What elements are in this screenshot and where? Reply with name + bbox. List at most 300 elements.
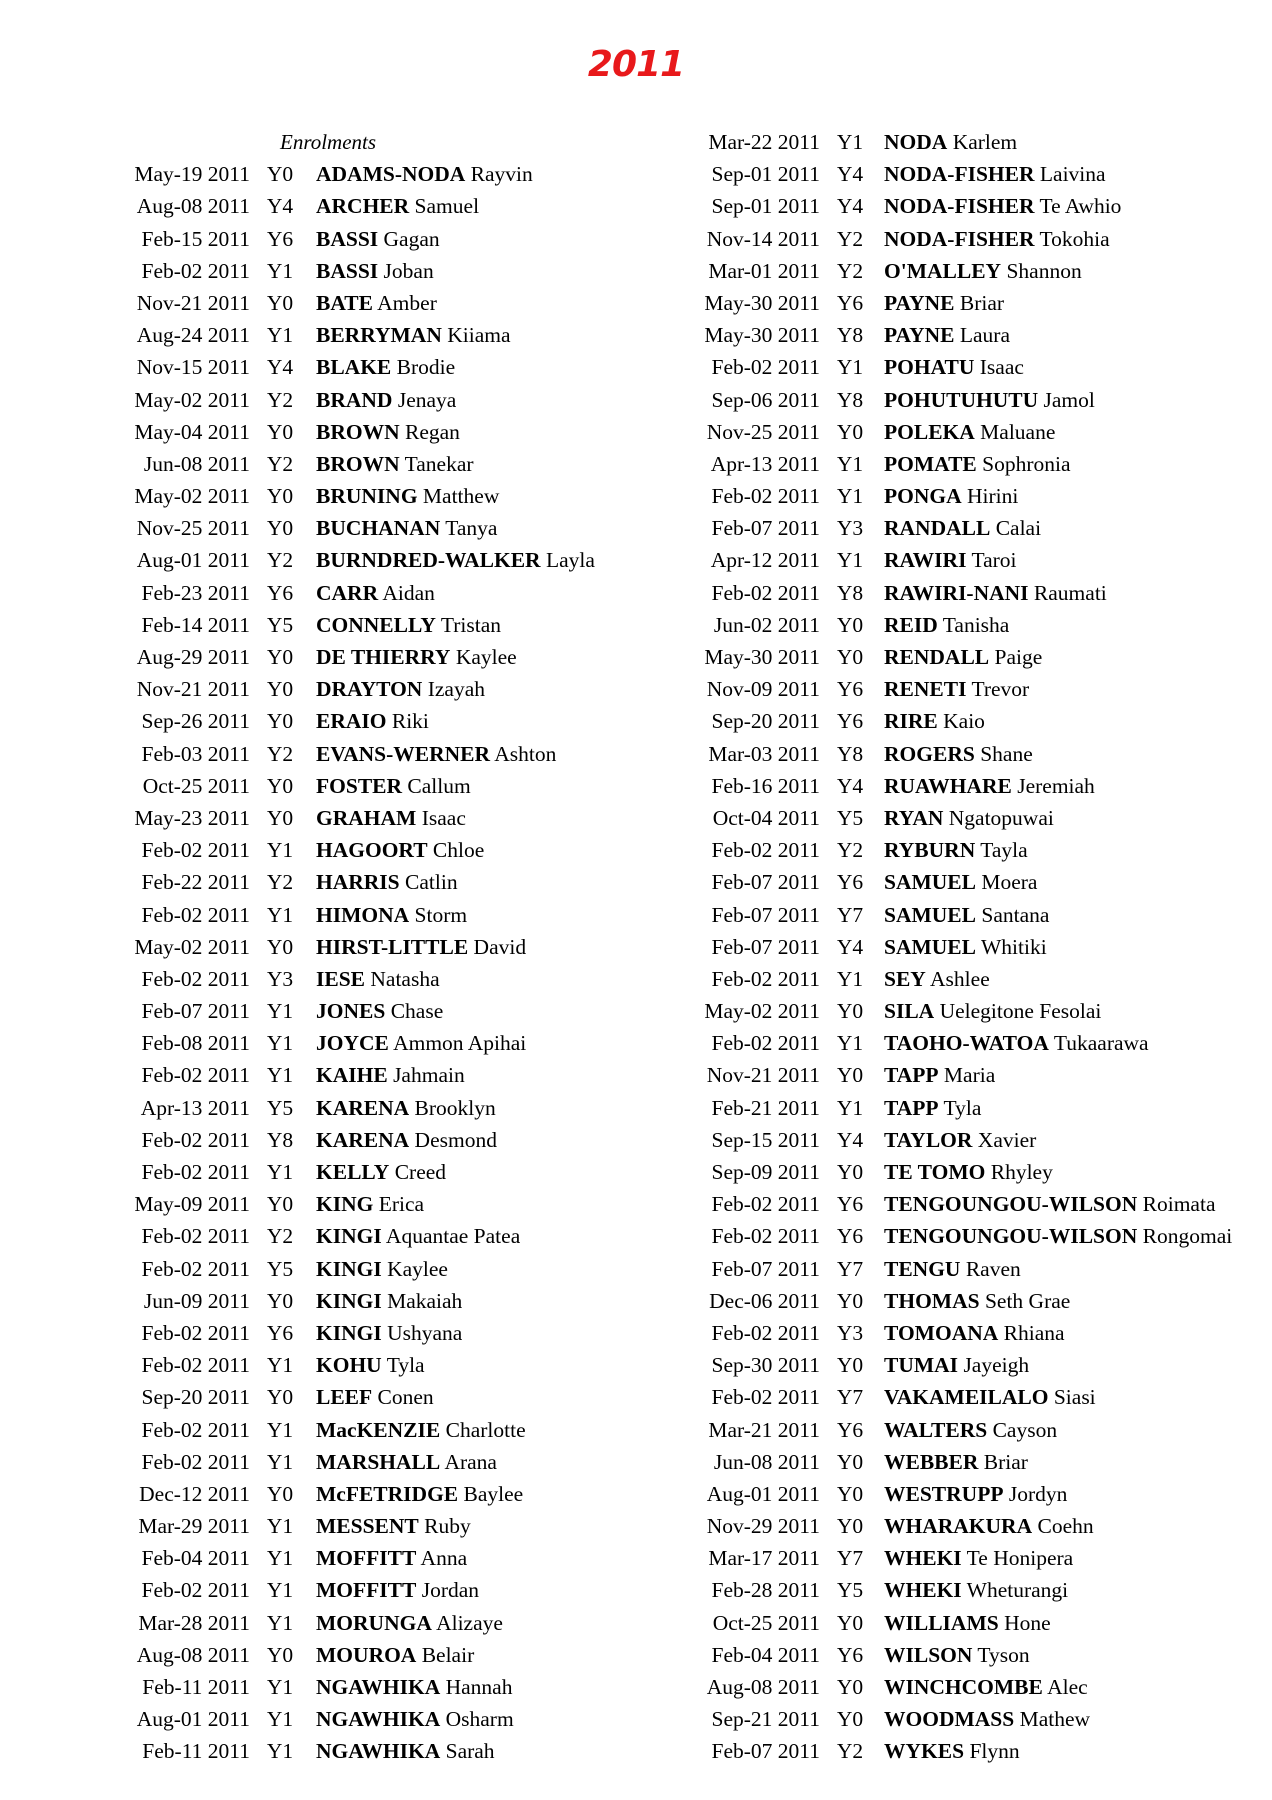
list-item (0, 1092, 620, 1124)
student-name (316, 1703, 514, 1735)
list-item (0, 544, 620, 576)
given-name: Jayeigh (963, 1353, 1030, 1378)
given-name: Laivina (1039, 162, 1106, 187)
given-name: Tukaarawa (1053, 1031, 1149, 1056)
student-name (884, 223, 1110, 255)
given-name: Jordan (421, 1578, 480, 1603)
given-name: Tanekar (404, 451, 474, 476)
list-item (0, 1188, 620, 1220)
year-level: Y2 (266, 387, 294, 412)
list-item (620, 1703, 1272, 1735)
year-level: Y0 (266, 1288, 294, 1313)
list-item (620, 1381, 1272, 1413)
year-level: Y2 (836, 258, 864, 283)
year-level: Y0 (836, 1707, 864, 1732)
student-name (884, 834, 1028, 866)
year-level: Y6 (836, 1417, 864, 1442)
enrolment-date: Nov-21 2011 (136, 290, 250, 315)
list-item (620, 544, 1272, 576)
year-level: Y1 (266, 1514, 294, 1539)
enrolment-date: May-30 2011 (704, 323, 820, 348)
enrolment-date: Feb-02 2011 (141, 1449, 250, 1474)
list-item (0, 1735, 620, 1767)
surname: HAGOORT (316, 838, 428, 863)
right-list (620, 126, 1272, 1768)
enrolment-date: Mar-03 2011 (708, 741, 820, 766)
year-level: Y2 (266, 451, 294, 476)
student-name (884, 705, 985, 737)
surname: WILLIAMS (884, 1610, 999, 1635)
student-name (884, 1124, 1036, 1156)
given-name: Chase (390, 999, 444, 1024)
enrolment-date: May-02 2011 (704, 999, 820, 1024)
enrolment-date: Mar-17 2011 (708, 1546, 820, 1571)
list-item (620, 1510, 1272, 1542)
surname: WEBBER (884, 1449, 979, 1474)
list-item (0, 995, 620, 1027)
enrolment-date: Feb-02 2011 (141, 258, 250, 283)
year-level: Y4 (836, 1127, 864, 1152)
list-item (0, 1124, 620, 1156)
year-level: Y5 (266, 1256, 294, 1281)
student-name (884, 609, 1009, 641)
given-name: Flynn (969, 1739, 1020, 1764)
enrolment-date: Feb-02 2011 (711, 1192, 820, 1217)
given-name: Briar (983, 1449, 1028, 1474)
given-name: Rayvin (470, 162, 533, 187)
surname: JOYCE (316, 1031, 389, 1056)
enrolment-date: Feb-15 2011 (141, 226, 250, 251)
year-level: Y6 (836, 677, 864, 702)
year-level: Y6 (836, 1642, 864, 1667)
student-name (884, 1607, 1051, 1639)
year-level: Y5 (266, 612, 294, 637)
list-item (620, 1735, 1272, 1767)
given-name: Wheturangi (966, 1578, 1069, 1603)
given-name: Taroi (971, 548, 1017, 573)
surname: LEEF (316, 1385, 373, 1410)
surname: KING (316, 1192, 374, 1217)
enrolment-date: Sep-01 2011 (711, 194, 820, 219)
year-level: Y1 (836, 966, 864, 991)
year-level: Y1 (836, 451, 864, 476)
surname: BUCHANAN (316, 516, 441, 541)
surname: PAYNE (884, 323, 955, 348)
given-name: Calai (995, 516, 1042, 541)
year-level: Y0 (266, 419, 294, 444)
student-name (316, 1671, 512, 1703)
student-name (884, 351, 1024, 383)
list-item (0, 705, 620, 737)
given-name: Shannon (1006, 258, 1082, 283)
student-name (316, 448, 474, 480)
given-name: Tanisha (942, 612, 1010, 637)
list-item (620, 1478, 1272, 1510)
given-name: Conen (377, 1385, 434, 1410)
enrolment-date: Aug-01 2011 (136, 1707, 250, 1732)
surname: POHUTUHUTU (884, 387, 1039, 412)
enrolment-date: Feb-02 2011 (711, 1031, 820, 1056)
year-level: Y2 (266, 870, 294, 895)
enrolment-date: Feb-02 2011 (141, 1127, 250, 1152)
student-name (884, 1574, 1068, 1606)
surname: KELLY (316, 1160, 390, 1184)
year-level: Y7 (836, 1256, 864, 1281)
student-name (884, 1059, 995, 1091)
student-name (884, 1220, 1232, 1252)
given-name: Rhiana (1003, 1320, 1065, 1345)
year-level: Y2 (836, 1739, 864, 1764)
list-item (0, 931, 620, 963)
list-item (0, 1639, 620, 1671)
list-item (620, 416, 1272, 448)
year-level: Y0 (266, 709, 294, 734)
year-level: Y7 (836, 1385, 864, 1410)
list-item (0, 1349, 620, 1381)
given-name: Chloe (432, 838, 485, 863)
year-level: Y5 (266, 1095, 294, 1120)
enrolment-date: Mar-28 2011 (138, 1610, 250, 1635)
list-item (0, 866, 620, 898)
year-level: Y0 (836, 1610, 864, 1635)
year-level: Y4 (836, 194, 864, 219)
surname: BERRYMAN (316, 323, 442, 348)
year-level: Y0 (266, 1192, 294, 1217)
given-name: Maluane (980, 419, 1056, 444)
surname: WHEKI (884, 1578, 962, 1603)
enrolment-date: Oct-25 2011 (142, 773, 250, 798)
list-item (620, 866, 1272, 898)
surname: TENGOUNGOU-WILSON (884, 1224, 1138, 1249)
list-item (0, 1478, 620, 1510)
given-name: Jeremiah (1017, 773, 1095, 798)
given-name: Ashlee (930, 966, 990, 991)
student-name (884, 1027, 1149, 1059)
list-item (0, 577, 620, 609)
surname: VAKAMEILALO (884, 1385, 1049, 1410)
given-name: Te Awhio (1039, 194, 1122, 219)
list-item (620, 1188, 1272, 1220)
given-name: Tanya (445, 516, 498, 541)
student-name (316, 770, 471, 802)
student-name (884, 126, 1017, 158)
given-name: Amber (377, 290, 437, 315)
year-level: Y4 (266, 355, 294, 380)
given-name: Callum (407, 773, 471, 798)
surname: KINGI (316, 1320, 382, 1345)
list-item (620, 1671, 1272, 1703)
given-name: Jordyn (1008, 1481, 1068, 1506)
enrolment-date: May-02 2011 (134, 934, 250, 959)
enrolment-date: Feb-02 2011 (711, 1224, 820, 1249)
surname: WOODMASS (884, 1707, 1015, 1732)
given-name: Alizaye (436, 1610, 503, 1635)
enrolment-date: Jun-08 2011 (713, 1449, 820, 1474)
year-level: Y1 (836, 1095, 864, 1120)
surname: SEY (884, 966, 926, 991)
year-level: Y6 (266, 580, 294, 605)
given-name: Karlem (952, 130, 1018, 154)
list-item (0, 738, 620, 770)
given-name: Erica (378, 1192, 425, 1217)
enrolment-date: May-02 2011 (134, 484, 250, 509)
year-level: Y1 (266, 1160, 294, 1184)
given-name: Tyson (977, 1642, 1030, 1667)
list-item (0, 1220, 620, 1252)
enrolment-date: Apr-12 2011 (710, 548, 820, 573)
enrolment-date: Mar-01 2011 (708, 258, 820, 283)
student-name (884, 1446, 1028, 1478)
surname: TAOHO-WATOA (884, 1031, 1049, 1056)
year-level: Y0 (836, 1353, 864, 1378)
enrolment-date: Feb-28 2011 (711, 1578, 820, 1603)
year-level: Y1 (836, 130, 864, 154)
student-name (316, 1735, 495, 1767)
student-name (884, 1156, 1053, 1188)
year-level: Y6 (836, 709, 864, 734)
student-name (316, 416, 460, 448)
surname: GRAHAM (316, 805, 417, 830)
surname: POLEKA (884, 419, 975, 444)
given-name: Roimata (1142, 1192, 1216, 1217)
enrolment-date: Feb-23 2011 (141, 580, 250, 605)
student-name (316, 738, 556, 770)
given-name: Raumati (1033, 580, 1107, 605)
given-name: Rongomai (1142, 1224, 1233, 1249)
surname: PAYNE (884, 290, 955, 315)
year-level: Y6 (266, 1320, 294, 1345)
list-item (620, 1156, 1272, 1188)
student-name (884, 1253, 1021, 1285)
surname: CONNELLY (316, 612, 436, 637)
enrolment-date: Sep-20 2011 (711, 709, 820, 734)
enrolment-date: Apr-13 2011 (140, 1095, 250, 1120)
list-item (620, 1253, 1272, 1285)
given-name: Trevor (971, 677, 1030, 702)
given-name: Jamol (1043, 387, 1095, 412)
year-level: Y0 (266, 290, 294, 315)
enrolment-date: Feb-02 2011 (141, 1353, 250, 1378)
list-item (620, 1446, 1272, 1478)
enrolment-date: May-30 2011 (704, 290, 820, 315)
student-name (316, 802, 466, 834)
surname: ROGERS (884, 741, 975, 766)
list-item (620, 609, 1272, 641)
given-name: Layla (545, 548, 595, 573)
year-level: Y3 (266, 966, 294, 991)
surname: POHATU (884, 355, 975, 380)
year-level: Y0 (266, 645, 294, 669)
year-level: Y6 (266, 226, 294, 251)
enrolment-date: Aug-08 2011 (136, 1642, 250, 1667)
enrolment-date: Aug-01 2011 (706, 1481, 820, 1506)
enrolment-date: Feb-02 2011 (141, 1160, 250, 1184)
list-item (0, 1510, 620, 1542)
list-item (620, 673, 1272, 705)
enrolment-date: Nov-29 2011 (706, 1514, 820, 1539)
student-name (884, 1510, 1094, 1542)
list-item (0, 255, 620, 287)
list-item (620, 351, 1272, 383)
student-name (884, 287, 1004, 319)
enrolment-date: Sep-30 2011 (711, 1353, 820, 1378)
surname: HIMONA (316, 902, 410, 927)
surname: TENGOUNGOU-WILSON (884, 1192, 1138, 1217)
student-name (316, 1059, 465, 1091)
surname: NODA-FISHER (884, 194, 1035, 219)
student-name (316, 319, 511, 351)
list-item (620, 255, 1272, 287)
surname: THOMAS (884, 1288, 980, 1313)
year-level: Y0 (836, 419, 864, 444)
student-name (316, 512, 497, 544)
given-name: Matthew (422, 484, 500, 509)
student-name (884, 448, 1071, 480)
given-name: Jenaya (397, 387, 457, 412)
student-name (884, 319, 1010, 351)
list-item (620, 287, 1272, 319)
year-level: Y0 (836, 645, 864, 669)
student-name (316, 577, 435, 609)
given-name: Ammon Apihai (393, 1031, 527, 1056)
enrolment-date: Sep-21 2011 (711, 1707, 820, 1732)
list-item (620, 931, 1272, 963)
enrolment-date: Feb-08 2011 (141, 1031, 250, 1056)
given-name: Kiiama (447, 323, 511, 348)
year-level: Y1 (266, 902, 294, 927)
given-name: Hone (1004, 1610, 1051, 1635)
given-name: Joban (383, 258, 434, 283)
surname: KINGI (316, 1224, 382, 1249)
enrolment-date: Sep-01 2011 (711, 162, 820, 187)
student-name (884, 544, 1017, 576)
enrolment-date: May-09 2011 (134, 1192, 250, 1217)
column-header: Enrolments (280, 130, 377, 154)
list-item (620, 1220, 1272, 1252)
year-level: Y0 (266, 1481, 294, 1506)
list-item (620, 1059, 1272, 1091)
surname: KARENA (316, 1095, 410, 1120)
given-name: Paige (994, 645, 1043, 669)
given-name: Sarah (445, 1739, 495, 1764)
surname: MOUROA (316, 1642, 417, 1667)
given-name: Izayah (427, 677, 486, 702)
enrolment-date: Feb-07 2011 (711, 1256, 820, 1281)
given-name: Alec (1047, 1675, 1088, 1699)
given-name: Creed (394, 1160, 447, 1184)
surname: DE THIERRY (316, 645, 451, 669)
year-level: Y7 (836, 902, 864, 927)
student-name (316, 866, 458, 898)
student-name (316, 705, 429, 737)
list-item (0, 319, 620, 351)
student-name (316, 544, 595, 576)
year-level: Y3 (836, 516, 864, 541)
surname: BROWN (316, 451, 400, 476)
list-item (0, 480, 620, 512)
enrolment-date: Feb-07 2011 (711, 934, 820, 959)
enrolment-date: Mar-22 2011 (708, 130, 820, 154)
list-item (0, 1703, 620, 1735)
year-level: Y0 (836, 1160, 864, 1184)
given-name: Brooklyn (414, 1095, 496, 1120)
list-item (620, 770, 1272, 802)
enrolment-date: Apr-13 2011 (710, 451, 820, 476)
surname: BROWN (316, 419, 400, 444)
given-name: Moera (981, 870, 1038, 895)
student-name (884, 1542, 1073, 1574)
surname: WILSON (884, 1642, 973, 1667)
given-name: Kaylee (455, 645, 517, 669)
enrolment-date: Sep-20 2011 (141, 1385, 250, 1410)
year-level: Y6 (836, 1224, 864, 1249)
surname: TAYLOR (884, 1127, 973, 1152)
year-level: Y1 (836, 484, 864, 509)
given-name: Tayla (980, 838, 1028, 863)
list-item (620, 190, 1272, 222)
student-name (316, 1574, 479, 1606)
student-name (884, 255, 1082, 287)
student-name (316, 1188, 424, 1220)
surname: WHEKI (884, 1546, 962, 1571)
surname: KOHU (316, 1353, 382, 1378)
enrolment-date: Feb-07 2011 (711, 516, 820, 541)
year-level: Y1 (266, 1610, 294, 1635)
list-item (0, 351, 620, 383)
surname: RAWIRI (884, 548, 967, 573)
surname: TAPP (884, 1095, 939, 1120)
student-name (316, 1285, 462, 1317)
given-name: Brodie (396, 355, 456, 380)
student-name (316, 963, 440, 995)
year-level: Y0 (836, 1481, 864, 1506)
surname: CARR (316, 580, 379, 605)
student-name (316, 384, 456, 416)
student-name (884, 1414, 1057, 1446)
given-name: Xavier (977, 1127, 1037, 1152)
surname: FOSTER (316, 773, 403, 798)
list-item (0, 1574, 620, 1606)
enrolment-date: Jun-02 2011 (713, 612, 820, 637)
surname: NODA (884, 130, 948, 154)
surname: SAMUEL (884, 902, 976, 927)
surname: TENGU (884, 1256, 961, 1281)
enrolment-date: May-19 2011 (134, 162, 250, 187)
surname: EVANS-WERNER (316, 741, 491, 766)
surname: WINCHCOMBE (884, 1675, 1043, 1699)
list-item (620, 1574, 1272, 1606)
list-item (0, 223, 620, 255)
surname: ADAMS-NODA (316, 162, 466, 187)
list-item (620, 705, 1272, 737)
surname: BURNDRED-WALKER (316, 548, 541, 573)
enrolment-date: Nov-09 2011 (706, 677, 820, 702)
enrolment-date: May-04 2011 (134, 419, 250, 444)
surname: TE TOMO (884, 1160, 986, 1184)
surname: PONGA (884, 484, 962, 509)
surname: HARRIS (316, 870, 400, 895)
surname: WYKES (884, 1739, 965, 1764)
enrolment-date: Sep-06 2011 (711, 387, 820, 412)
year-level: Y0 (836, 999, 864, 1024)
student-name (884, 577, 1107, 609)
enrolment-date: Feb-02 2011 (711, 484, 820, 509)
student-name (884, 1639, 1030, 1671)
list-item (620, 158, 1272, 190)
enrolment-date: Feb-02 2011 (711, 1320, 820, 1345)
enrolment-date: Sep-09 2011 (711, 1160, 820, 1184)
list-item (0, 1156, 620, 1188)
